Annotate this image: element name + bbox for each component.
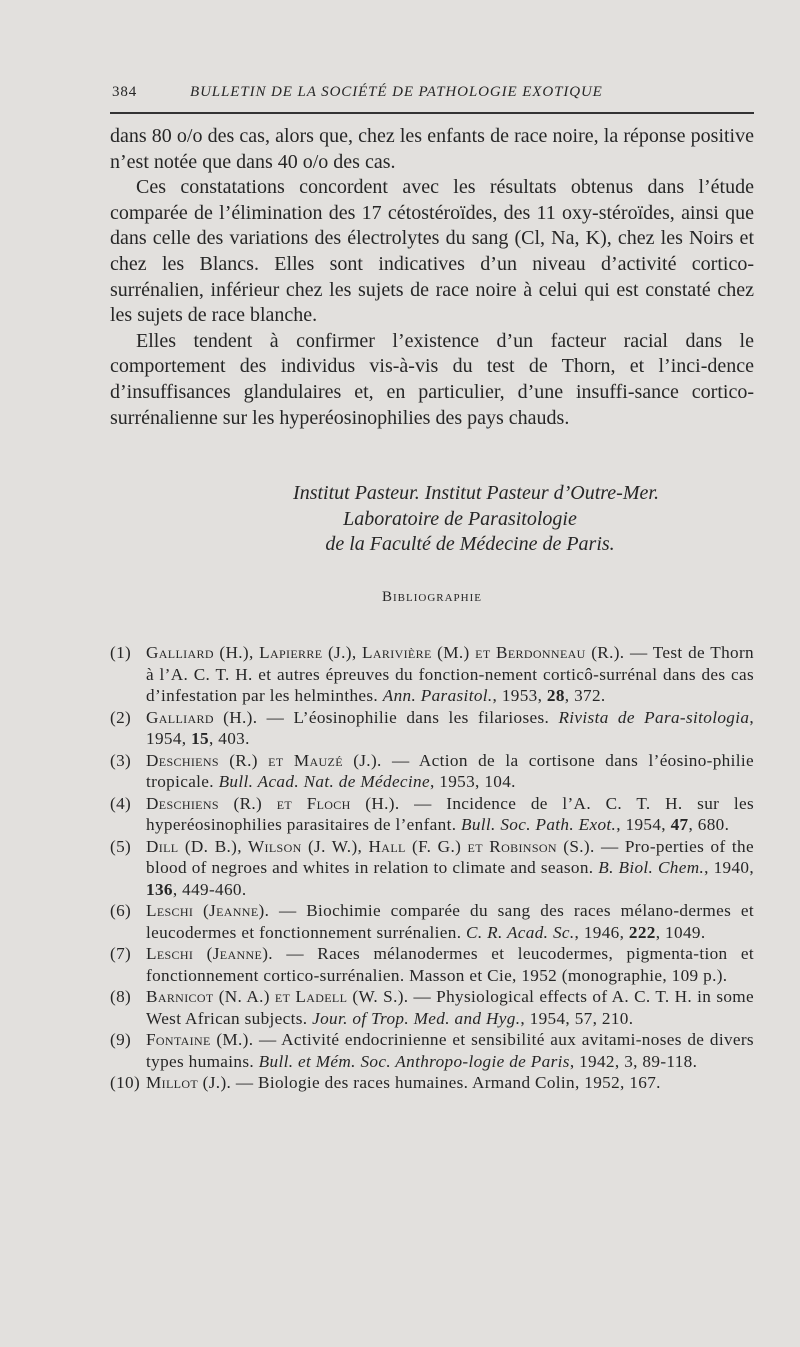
reference-journal: C. R. Acad. Sc. xyxy=(466,922,575,942)
reference-pages: , 372. xyxy=(564,686,606,705)
bibliography-title: Bibliographie xyxy=(382,589,482,605)
affiliation-line-2: Laboratoire de Parasitologie xyxy=(343,507,577,530)
reference-volume: 15 xyxy=(191,729,209,748)
reference-number: (5) xyxy=(110,836,132,856)
reference-text: — Action de la cortisone dans l’éosino-philie tropicale. xyxy=(146,750,754,791)
affiliation-line-3: de la Faculté de Médecine de Paris. xyxy=(325,533,615,555)
reference-authors: Deschiens (R.) et Floch (H.). xyxy=(146,793,400,813)
page-number: 384 xyxy=(112,84,138,100)
reference-item xyxy=(110,642,754,707)
reference-year: , 1953, 104. xyxy=(429,772,516,791)
paragraph-3: Elles tendent à confirmer l’existence d’un facteur racial dans le comportement des individus vis-à-vis du test de Thorn, et l’inci-dence d’insuffisances glandulaires et, en particulier, d’une insuffi-sance cortico-surrénalienne sur les hyperéosinophilies des pays chauds. xyxy=(110,329,754,429)
reference-item xyxy=(110,707,754,750)
header-rule xyxy=(110,112,754,114)
reference-volume: 57 xyxy=(574,1008,593,1028)
paragraph-2: Ces constatations concordent avec les résultats obtenus dans l’étude comparée de l’élimination des 17 cétostéroïdes, des 11 oxy-stéroïdes, ainsi que dans celle des variations des électrolytes du sang (Cl, Na, K), chez les Noirs et chez les Blancs. Elles sont indicatives d’un niveau d’activité cortico-surrénalien, inférieur chez les sujets de race noire à celui qui est constaté chez les sujets de race blanche. xyxy=(110,176,754,327)
reference-item xyxy=(110,793,754,836)
reference-number: (6) xyxy=(110,901,132,920)
reference-volume: 47 xyxy=(670,815,689,834)
reference-text: — Biologie des races humaines. Armand Colin, 1952, 167. xyxy=(231,1073,661,1092)
reference-pages: , 1049. xyxy=(655,922,706,942)
reference-year: , 1940, xyxy=(704,858,755,877)
reference-authors: Galliard (H.). xyxy=(146,707,258,727)
reference-pages: , 403. xyxy=(208,729,250,748)
reference-text: — Test de Thorn à l’A. C. T. H. et autres épreuves du fonction-nement corticô-surrénal dans des cas d’infestation par les helminthes. xyxy=(146,643,754,705)
reference-year: , 1954, xyxy=(520,1008,575,1028)
reference-number: (10) xyxy=(110,1073,141,1092)
reference-authors: Dill (D. B.), Wilson (J. W.), Hall (F. G.) et Robinson (S.). xyxy=(146,836,595,856)
article-body xyxy=(110,124,754,431)
reference-text: — Incidence de l’A. C. T. H. sur les hyperéosinophilies parasitaires de l’enfant. xyxy=(146,793,754,834)
running-title: BULLETIN DE LA SOCIÉTÉ DE PATHOLOGIE EXOTIQUE xyxy=(190,84,603,100)
reference-item xyxy=(110,986,754,1029)
reference-volume: 136 xyxy=(146,879,173,899)
page-header xyxy=(112,82,752,108)
reference-authors: Fontaine (M.). xyxy=(146,1030,254,1049)
reference-journal: Bull. Soc. Path. Exot. xyxy=(461,815,617,834)
reference-number: (7) xyxy=(110,944,132,963)
reference-number: (4) xyxy=(110,793,132,813)
reference-item xyxy=(110,1029,754,1072)
reference-number: (1) xyxy=(110,643,132,662)
reference-pages: , 89-118. xyxy=(633,1051,698,1071)
reference-number: (2) xyxy=(110,707,132,727)
reference-journal: Ann. Parasitol. xyxy=(382,686,493,705)
reference-year: , 1946, xyxy=(574,922,629,942)
reference-item xyxy=(110,900,754,943)
reference-pages: , 449-460. xyxy=(172,879,247,899)
reference-item xyxy=(110,750,754,793)
reference-authors: Galliard (H.), Lapierre (J.), Larivière (M.) et Berdonneau (R.). xyxy=(146,643,625,662)
reference-year: , 1954, xyxy=(146,707,754,748)
reference-text: — Physiological effects of A. C. T. H. in some West African subjects. xyxy=(146,987,754,1028)
paragraph-1: dans 80 o/o des cas, alors que, chez les enfants de race noire, la réponse positive n’est notée que dans 40 o/o des cas. xyxy=(110,125,754,173)
reference-authors: Leschi (Jeanne). xyxy=(146,944,273,963)
reference-text: — Biochimie comparée du sang des races mélano-dermes et leucodermes et fonctionnement surrénalien. xyxy=(146,901,754,942)
reference-journal: B. Biol. Chem. xyxy=(598,858,705,877)
reference-pages: , 210. xyxy=(592,1008,634,1028)
reference-year: , 1942, xyxy=(569,1051,625,1071)
reference-journal: Bull. Acad. Nat. de Médecine xyxy=(218,772,430,791)
reference-pages: , 680. xyxy=(688,815,730,834)
reference-volume: 28 xyxy=(546,686,565,705)
reference-text: — Pro-perties of the blood of negroes and whites in relation to climate and season. xyxy=(146,836,754,877)
reference-item xyxy=(110,943,754,986)
reference-authors: Deschiens (R.) et Mauzé (J.). xyxy=(146,750,382,770)
reference-item xyxy=(110,836,754,901)
reference-number: (9) xyxy=(110,1030,132,1049)
reference-year: , 1954, xyxy=(616,815,671,834)
reference-journal: Rivista de Para-sitologia xyxy=(558,707,750,727)
reference-number: (8) xyxy=(110,987,132,1006)
reference-journal: Bull. et Mém. Soc. Anthropo-logie de Paris xyxy=(258,1051,570,1071)
reference-authors: Leschi (Jeanne). xyxy=(146,901,270,920)
reference-year: , 1953, xyxy=(492,686,547,705)
reference-authors: Millot (J.). xyxy=(146,1073,232,1092)
reference-text: — L’éosinophilie dans les filarioses. xyxy=(257,707,559,727)
affiliation-signature xyxy=(110,481,754,558)
reference-number: (3) xyxy=(110,750,132,770)
reference-authors: Barnicot (N. A.) et Ladell (W. S.). xyxy=(146,987,409,1006)
bibliography-list xyxy=(110,642,754,1094)
affiliation-line-1: Institut Pasteur. Institut Pasteur d’Outre-Mer. xyxy=(293,482,659,504)
reference-text: — Races mélanodermes et leucodermes, pigmenta-tion et fonctionnement cortico-surrénalien. Masson et Cie, 1952 (monographie, 109 p.). xyxy=(146,944,754,985)
reference-item xyxy=(110,1072,754,1094)
reference-journal: Jour. of Trop. Med. and Hyg. xyxy=(312,1008,521,1028)
reference-volume: 3 xyxy=(624,1051,634,1071)
reference-volume: 222 xyxy=(628,922,656,942)
reference-text: — Activité endocrinienne et sensibilité aux avitami-noses de divers types humains. xyxy=(146,1030,754,1071)
